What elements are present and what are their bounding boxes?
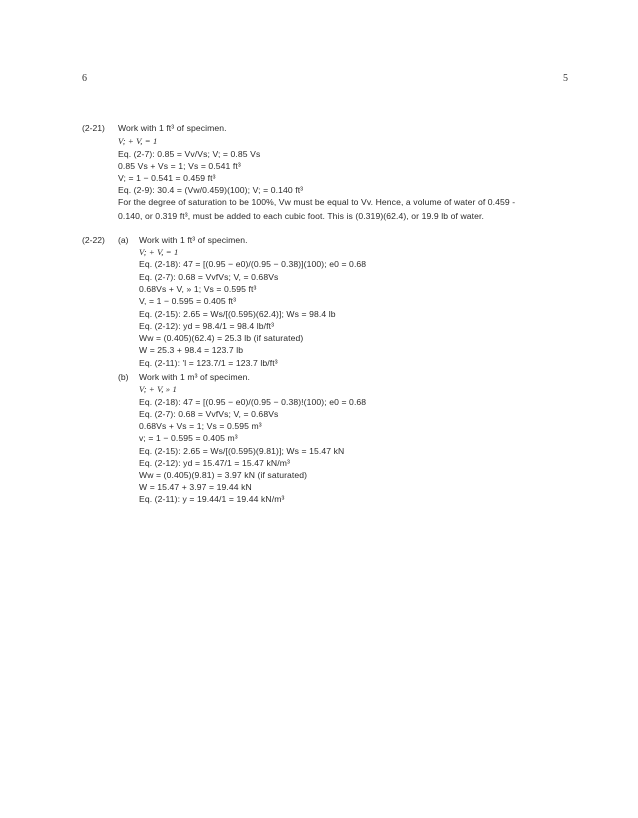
part-b-line-9: Ww = (0.405)(9.81) = 3.97 kN (if saturated) [139,470,308,480]
part-b-line-1: Work with 1 m³ of specimen. [139,372,250,382]
part-b-line-2: V; + V, » 1 [139,384,177,394]
part-a-line-5: 0.68Vs + V, » 1; Vs = 0.595 ft³ [139,284,257,294]
part-a-line-2: V; + V, = 1 [139,247,179,257]
problem-2-21-line-6: Eq. (2-9): 30.4 = (Vw/0.459)(100); V; = 0.140 ft³ [118,185,304,195]
part-b-line-6: v; = 1 − 0.595 = 0.405 m³ [139,433,238,443]
part-a-line-1: Work with 1 ft³ of specimen. [139,235,248,245]
part-b-line-8: Eq. (2-12): yd = 15.47/1 = 15.47 kN/m³ [139,458,290,468]
part-a-line-9: Ww = (0.405)(62.4) = 25.3 lb (if saturated) [139,333,304,343]
part-b-line-10: W = 15.47 + 3.97 = 19.44 kN [139,482,252,492]
part-a-line-3: Eq. (2-18): 47 = [(0.95 − e0)/(0.95 − 0.38)](100); e0 = 0.68 [139,259,367,269]
problem-2-21-label: (2-21) [82,123,105,133]
problem-2-21-line-8: 0.140, or 0.319 ft³, must be added to each cubic foot. This is (0.319)(62.4), or 19.9 lb of water. [118,211,485,221]
problem-2-21-line-2: V; + V, = 1 [118,136,158,146]
part-a-line-7: Eq. (2-15): 2.65 = Ws/[(0.595)(62.4)]; Ws = 98.4 lb [139,309,336,319]
problem-2-21-line-3: Eq. (2-7): 0.85 = Vv/Vs; V; = 0.85 Vs [118,149,261,159]
page-number-right: 5 [563,73,568,84]
part-b-line-7: Eq. (2-15): 2.65 = Ws/[(0.595)(9.81)]; Ws = 15.47 kN [139,446,345,456]
part-b-line-11: Eq. (2-11): y = 19.44/1 = 19.44 kN/m³ [139,494,285,504]
problem-2-21-line-7: For the degree of saturation to be 100%, Vw must be equal to Vv. Hence, a volume of water of 0.459 - [118,197,516,207]
part-a-line-6: V, = 1 − 0.595 = 0.405 ft³ [139,296,237,306]
problem-2-21-line-4: 0.85 Vs + Vs = 1; Vs = 0.541 ft³ [118,161,241,171]
problem-2-22-label: (2-22) [82,235,105,245]
part-b-line-4: Eq. (2-7): 0.68 = VvfVs; V, = 0.68Vs [139,409,279,419]
part-a-line-8: Eq. (2-12): yd = 98.4/1 = 98.4 lb/ft³ [139,321,275,331]
part-a-line-10: W = 25.3 + 98.4 = 123.7 lb [139,345,244,355]
part-a-line-4: Eq. (2-7): 0.68 = VvfVs; V, = 0.68Vs [139,272,279,282]
part-b-label: (b) [118,372,129,382]
problem-2-21-line-5: V; = 1 − 0.541 = 0.459 ft³ [118,173,216,183]
page-number-left: 6 [82,73,87,84]
problem-2-21-line-1: Work with 1 ft³ of specimen. [118,123,227,133]
part-b-line-3: Eq. (2-18): 47 = [(0.95 − e0)/(0.95 − 0.38)!(100); e0 = 0.68 [139,397,367,407]
part-a-line-11: Eq. (2-11): 'l = 123.7/1 = 123.7 lb/ft³ [139,358,278,368]
part-b-line-5: 0.68Vs + Vs = 1; Vs = 0.595 m³ [139,421,262,431]
part-a-label: (a) [118,235,129,245]
